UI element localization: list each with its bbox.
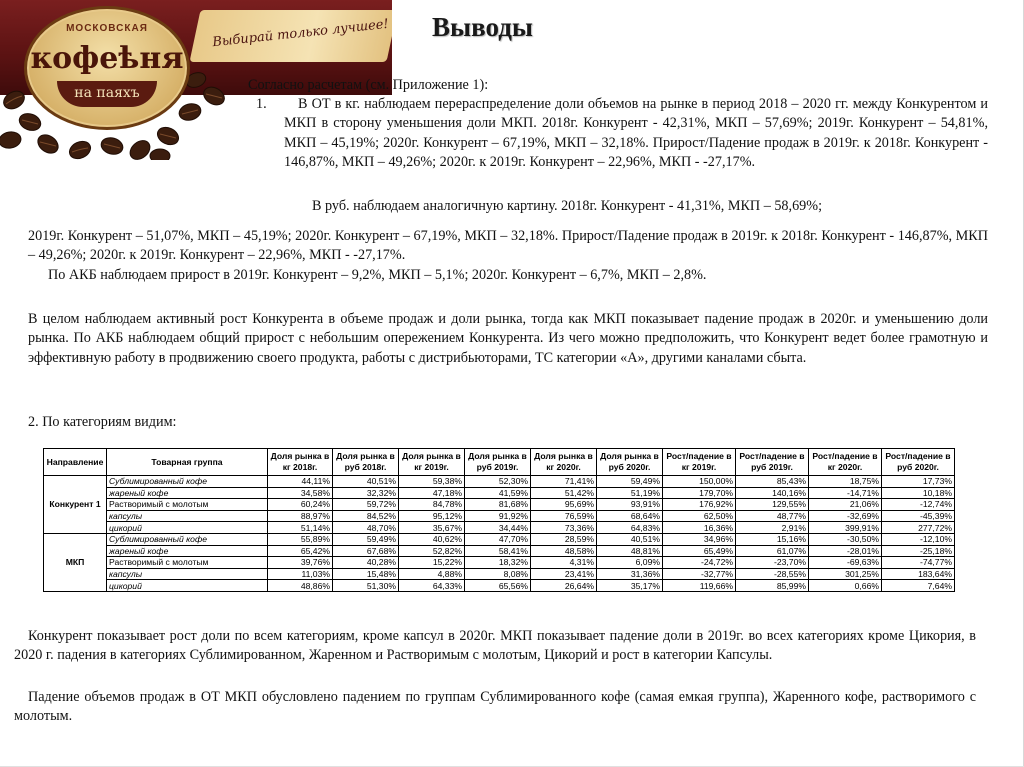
category-cell: цикорий — [107, 580, 268, 592]
item1-rub-line: В руб. наблюдаем аналогичную картину. 2018г. Конкурент - 41,31%, МКП – 58,69%; — [312, 198, 823, 214]
value-cell: -74,77% — [882, 557, 955, 569]
category-cell: Сублимированный кофе — [107, 476, 268, 488]
category-cell: Растворимый с молотым — [107, 499, 268, 511]
value-cell: 23,41% — [531, 568, 597, 580]
table-header-cell: Рост/падение в руб 2020г. — [882, 449, 955, 476]
value-cell: 84,52% — [333, 510, 399, 522]
value-cell: -69,63% — [809, 557, 882, 569]
value-cell: 71,41% — [531, 476, 597, 488]
value-cell: 47,18% — [399, 487, 465, 499]
value-cell: 176,92% — [663, 499, 736, 511]
conclusion-paragraph-1: Конкурент показывает рост доли по всем категориям, кроме капсул в 2020г. МКП показывает падение доли в 2019г. во всех категориях кроме Цикория, в 2020 г. падения в категориях Сублимированном, Жаренном и Растворимым с молотым, Цикорий и рост в категории Капсулы. — [14, 628, 976, 664]
list-number-1: 1. — [256, 96, 267, 112]
value-cell: 73,36% — [531, 522, 597, 534]
value-cell: 32,32% — [333, 487, 399, 499]
table-header-cell: Доля рынка в руб 2018г. — [333, 449, 399, 476]
value-cell: 59,72% — [333, 499, 399, 511]
value-cell: 277,72% — [882, 522, 955, 534]
value-cell: 18,75% — [809, 476, 882, 488]
table-row — [44, 580, 955, 592]
table-header-row — [44, 449, 955, 476]
group-cell: МКП — [44, 533, 107, 591]
value-cell: 59,49% — [333, 533, 399, 545]
value-cell: 16,36% — [663, 522, 736, 534]
value-cell: 34,96% — [663, 533, 736, 545]
table-header-cell: Товарная группа — [107, 449, 268, 476]
logo-brand-main: кофеѣня — [30, 41, 184, 76]
value-cell: 95,69% — [531, 499, 597, 511]
value-cell: 84,78% — [399, 499, 465, 511]
table-header-cell: Рост/падение в руб 2019г. — [736, 449, 809, 476]
value-cell: 129,55% — [736, 499, 809, 511]
table-row — [44, 510, 955, 522]
value-cell: 81,68% — [465, 499, 531, 511]
value-cell: 60,24% — [268, 499, 333, 511]
value-cell: 48,70% — [333, 522, 399, 534]
table-header-cell: Доля рынка в руб 2020г. — [597, 449, 663, 476]
value-cell: 35,17% — [597, 580, 663, 592]
table-row — [44, 557, 955, 569]
value-cell: 150,00% — [663, 476, 736, 488]
value-cell: 179,70% — [663, 487, 736, 499]
value-cell: 67,68% — [333, 545, 399, 557]
value-cell: 76,59% — [531, 510, 597, 522]
value-cell: 140,16% — [736, 487, 809, 499]
table-row — [44, 476, 955, 488]
value-cell: -25,18% — [882, 545, 955, 557]
value-cell: 40,28% — [333, 557, 399, 569]
value-cell: 95,12% — [399, 510, 465, 522]
value-cell: 65,56% — [465, 580, 531, 592]
value-cell: 52,82% — [399, 545, 465, 557]
value-cell: 7,64% — [882, 580, 955, 592]
value-cell: -32,77% — [663, 568, 736, 580]
logo-brand-top: МОСКОВСКАЯ — [66, 23, 148, 34]
value-cell: -12,74% — [882, 499, 955, 511]
value-cell: 61,07% — [736, 545, 809, 557]
value-cell: 55,89% — [268, 533, 333, 545]
value-cell: 51,30% — [333, 580, 399, 592]
value-cell: 93,91% — [597, 499, 663, 511]
value-cell: 18,32% — [465, 557, 531, 569]
value-cell: 28,59% — [531, 533, 597, 545]
value-cell: 65,42% — [268, 545, 333, 557]
value-cell: 15,16% — [736, 533, 809, 545]
item1-paragraph: В ОТ в кг. наблюдаем перераспределение доли объемов на рынке в период 2018 – 2020 гг. между Конкурентом и МКП в сторону уменьшения доли МКП. 2018г. Конкурент - 42,31%, МКП – 57,69%; 2019г. Конкурент – 54,81%, МКП – 45,19%; 2020г. Конкурент – 67,19%, МКП – 32,18%. Прирост/Падение продаж в 2019г. к 2018г. Конкурент - 146,87%, МКП – 49,26%; 2020г. к 2019г. Конкурент – 22,96%, МКП - -27,17%. — [284, 96, 988, 171]
table-row — [44, 487, 955, 499]
category-cell: капсулы — [107, 568, 268, 580]
value-cell: 34,44% — [465, 522, 531, 534]
value-cell: 68,64% — [597, 510, 663, 522]
value-cell: 48,77% — [736, 510, 809, 522]
table-row — [44, 568, 955, 580]
value-cell: 48,81% — [597, 545, 663, 557]
value-cell: 40,51% — [597, 533, 663, 545]
value-cell: 51,19% — [597, 487, 663, 499]
value-cell: 301,25% — [809, 568, 882, 580]
category-cell: капсулы — [107, 510, 268, 522]
value-cell: 48,58% — [531, 545, 597, 557]
value-cell: 44,11% — [268, 476, 333, 488]
value-cell: 52,30% — [465, 476, 531, 488]
intro-text: Согласно расчетам (см. Приложение 1): — [248, 77, 489, 93]
value-cell: 62,50% — [663, 510, 736, 522]
value-cell: -30,50% — [809, 533, 882, 545]
logo-slogan: Выбирай только лучшее! — [211, 16, 390, 51]
value-cell: 48,86% — [268, 580, 333, 592]
value-cell: 6,09% — [597, 557, 663, 569]
conclusion-paragraph-2: Падение объемов продаж в ОТ МКП обусловлено падением по группам Сублимированного кофе (самая емкая группа), Жаренного кофе, растворимого с молотым. — [14, 689, 976, 725]
value-cell: 64,83% — [597, 522, 663, 534]
value-cell: 85,99% — [736, 580, 809, 592]
page-title: Выводы — [432, 12, 533, 42]
value-cell: -14,71% — [809, 487, 882, 499]
table-header-cell: Доля рынка в руб 2019г. — [465, 449, 531, 476]
item1-rub-continuation: 2019г. Конкурент – 51,07%, МКП – 45,19%; 2020г. Конкурент – 67,19%, МКП – 32,18%. Прирост/Падение продаж в 2019г. к 2018г. Конкурент - 146,87%, МКП – 49,26%; 2020г. к 2019г. Конкурент – 22,96%, МКП - -27,17%. — [28, 228, 988, 264]
logo-brand-sub: на паяхъ — [57, 81, 157, 107]
value-cell: 119,66% — [663, 580, 736, 592]
category-cell: Сублимированный кофе — [107, 533, 268, 545]
value-cell: 39,76% — [268, 557, 333, 569]
group-cell: Конкурент 1 — [44, 476, 107, 534]
value-cell: 64,33% — [399, 580, 465, 592]
table-header-cell: Доля рынка в кг 2019г. — [399, 449, 465, 476]
value-cell: -12,10% — [882, 533, 955, 545]
value-cell: 15,22% — [399, 557, 465, 569]
value-cell: 4,31% — [531, 557, 597, 569]
item1-akb-paragraph: По АКБ наблюдаем прирост в 2019г. Конкурент – 9,2%, МКП – 5,1%; 2020г. Конкурент – 6,7%, МКП – 2,8%. — [48, 267, 707, 283]
value-cell: 40,62% — [399, 533, 465, 545]
category-cell: жареный кофе — [107, 545, 268, 557]
value-cell: 21,06% — [809, 499, 882, 511]
value-cell: 10,18% — [882, 487, 955, 499]
value-cell: 91,92% — [465, 510, 531, 522]
category-table — [43, 448, 955, 592]
table-row — [44, 545, 955, 557]
item2-heading: 2. По категориям видим: — [28, 414, 177, 430]
summary-paragraph: В целом наблюдаем активный рост Конкурента в объеме продаж и доли рынка, тогда как МКП показывает падение продаж в 2020г. и уменьшению доли рынка. По АКБ наблюдаем общий прирост с небольшим опережением Конкурента. Из чего можно предположить, что Конкурент ведет более грамотную и эффективную работу в продвижению своего продукта, работы с дистрибьюторами, ТС категории «А», другими каналами сбыта. — [28, 311, 988, 366]
value-cell: 40,51% — [333, 476, 399, 488]
value-cell: 59,38% — [399, 476, 465, 488]
table-header-cell: Доля рынка в кг 2018г. — [268, 449, 333, 476]
category-cell: жареный кофе — [107, 487, 268, 499]
value-cell: -28,55% — [736, 568, 809, 580]
value-cell: 4,88% — [399, 568, 465, 580]
value-cell: 26,64% — [531, 580, 597, 592]
value-cell: 31,36% — [597, 568, 663, 580]
value-cell: 88,97% — [268, 510, 333, 522]
value-cell: -24,72% — [663, 557, 736, 569]
value-cell: 17,73% — [882, 476, 955, 488]
value-cell: 8,08% — [465, 568, 531, 580]
value-cell: 59,49% — [597, 476, 663, 488]
value-cell: 34,58% — [268, 487, 333, 499]
logo-badge — [24, 6, 190, 130]
value-cell: 51,14% — [268, 522, 333, 534]
value-cell: 85,43% — [736, 476, 809, 488]
value-cell: 183,64% — [882, 568, 955, 580]
table-row — [44, 533, 955, 545]
value-cell: 41,59% — [465, 487, 531, 499]
value-cell: -32,69% — [809, 510, 882, 522]
table-row — [44, 499, 955, 511]
value-cell: 2,91% — [736, 522, 809, 534]
value-cell: -23,70% — [736, 557, 809, 569]
table-row — [44, 522, 955, 534]
value-cell: 15,48% — [333, 568, 399, 580]
category-cell: Растворимый с молотым — [107, 557, 268, 569]
value-cell: 11,03% — [268, 568, 333, 580]
category-cell: цикорий — [107, 522, 268, 534]
value-cell: -28,01% — [809, 545, 882, 557]
value-cell: 0,66% — [809, 580, 882, 592]
value-cell: 65,49% — [663, 545, 736, 557]
table-header-cell: Доля рынка в кг 2020г. — [531, 449, 597, 476]
value-cell: 399,91% — [809, 522, 882, 534]
value-cell: 47,70% — [465, 533, 531, 545]
value-cell: 58,41% — [465, 545, 531, 557]
value-cell: -45,39% — [882, 510, 955, 522]
value-cell: 35,67% — [399, 522, 465, 534]
value-cell: 51,42% — [531, 487, 597, 499]
table-header-cell: Направление — [44, 449, 107, 476]
table-header-cell: Рост/падение в кг 2020г. — [809, 449, 882, 476]
table-header-cell: Рост/падение в кг 2019г. — [663, 449, 736, 476]
